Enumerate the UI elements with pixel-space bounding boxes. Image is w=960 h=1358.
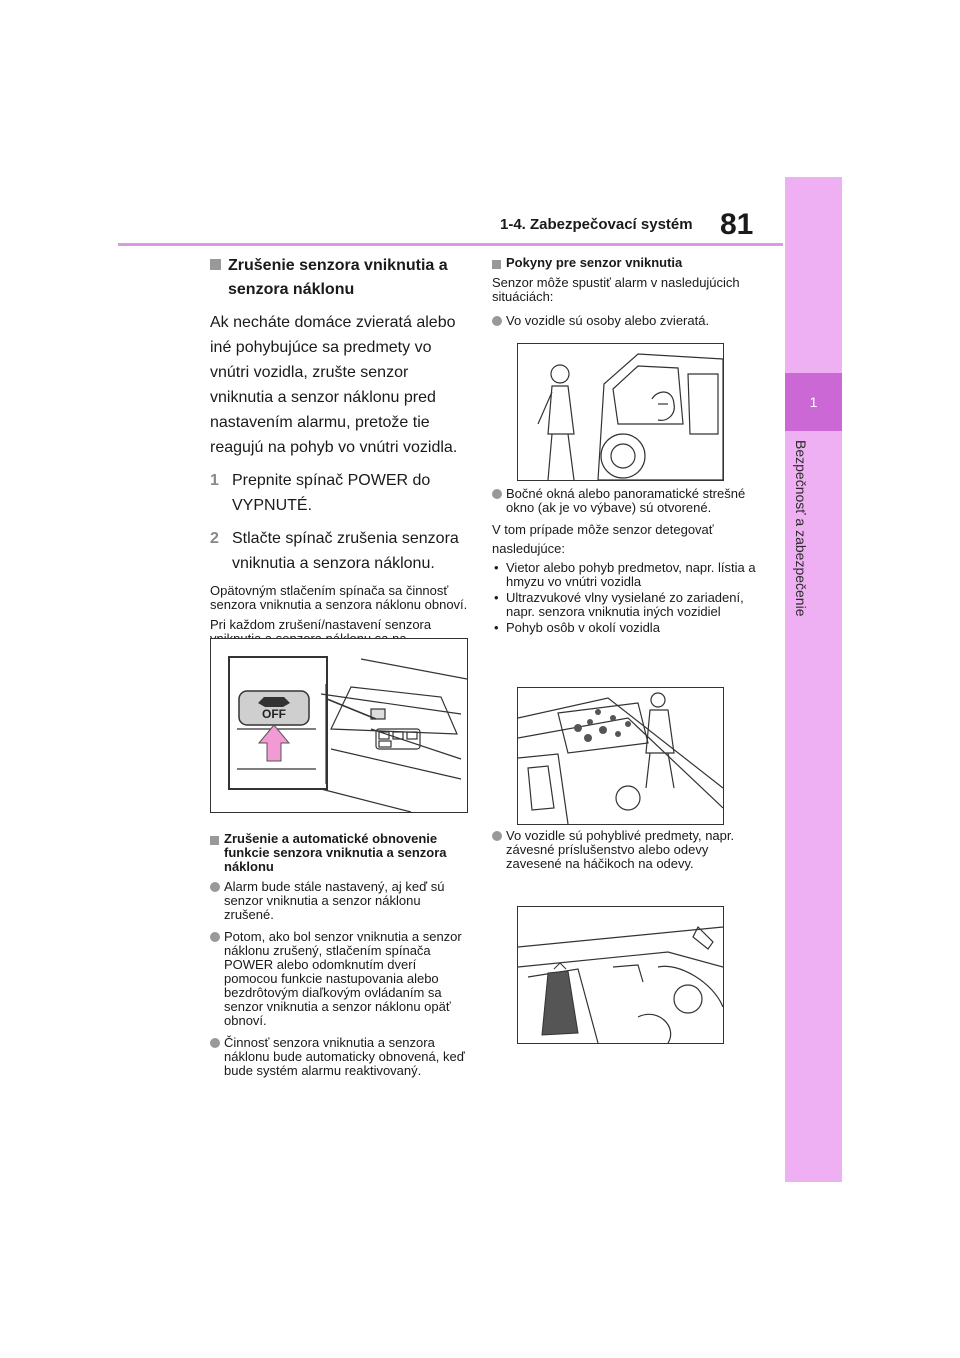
hanging-clothes-illustration [518, 907, 723, 1043]
bullet-restore-methods: Potom, ako bol senzor vniknutia a senzor náklonu zrušený, stlačením spínača POWER alebo odomknutím dverí pomocou funkcie nastupovania alebo bezdrôtovým diaľkovým ovládaním sa senzor vniknutia a senzor náklonu opäť obnoví. [210, 930, 472, 1028]
section-title: 1-4. Zabezpečovací systém [500, 216, 693, 233]
square-bullet-icon [492, 260, 501, 269]
header-rule [118, 243, 783, 246]
detect-para-2: nasledujúce: [492, 541, 565, 556]
note-message: Pri každom zrušení/nastavení senzora [210, 617, 432, 632]
round-bullet-icon [492, 489, 502, 499]
left-column-lower [210, 832, 472, 1086]
intro-paragraph: Ak necháte domáce zvieratá alebo iné pohybujúce sa predmety vo vnútri vozidla, zrušte senzor vniknutia a senzor náklonu pred nastavením alarmu, pretože tie reagujú na pohyb vo vnútri vozidla. [210, 314, 458, 456]
step-2: 2 Stlačte spínač zrušenia senzora vniknutia a senzora náklonu. [210, 530, 459, 572]
bullet-alarm-set: Alarm bude stále nastavený, aj keď sú senzor vniknutia a senzor náklonu zrušené. [210, 880, 472, 922]
bullet-windows-open: Bočné okná alebo panoramatické strešné okno (ak je vo výbave) sú otvorené. [492, 487, 757, 515]
heading-cancel-sensors: Zrušenie senzora vniknutia a senzora náklonu [210, 254, 470, 302]
round-bullet-icon [492, 831, 502, 841]
round-bullet-icon [210, 1038, 220, 1048]
round-bullet-icon [492, 316, 502, 326]
subitem-wind: • Vietor alebo pohyb predmetov, napr. lístia a hmyzu vo vnútri vozidla [492, 561, 757, 589]
detect-para-1: V tom prípade môže senzor detegovať [492, 522, 714, 537]
step-1: 1 Prepnite spínač POWER do VYPNUTÉ. [210, 472, 431, 514]
square-bullet-icon [210, 836, 219, 845]
round-bullet-icon [210, 882, 220, 892]
page-number: 81 [720, 208, 754, 241]
off-label: OFF [262, 707, 286, 721]
right-column [492, 256, 757, 336]
note-restore: Opätovným stlačením spínača sa činnosť senzora vniknutia a senzora náklonu obnoví. [210, 583, 468, 612]
bullet-moving-objects: Vo vozidle sú pohyblivé predmety, napr. závesné príslušenstvo alebo odevy zavesené na háčikoch na odevy. [492, 829, 757, 871]
heading-auto-restore: Zrušenie a automatické obnovenie funkcie senzora vniknutia a senzora náklonu [210, 832, 472, 874]
figure-cancel-switch [210, 638, 468, 813]
chapter-number: 1 [785, 373, 842, 431]
heading-sensor-notes: Pokyny pre senzor vniknutia [492, 256, 757, 270]
right-column-lower [492, 829, 757, 879]
cancel-switch-illustration [211, 639, 467, 812]
right-column-middle [492, 487, 757, 637]
figure-sunroof-leaves [517, 687, 724, 825]
figure-hanging-clothes [517, 906, 724, 1044]
square-bullet-icon [210, 259, 221, 270]
sensor-intro: Senzor môže spustiť alarm v nasledujúcich situáciách: [492, 275, 740, 304]
sunroof-leaves-illustration [518, 688, 723, 824]
bullet-persons-animals: Vo vozidle sú osoby alebo zvieratá. [492, 314, 757, 328]
left-column [210, 254, 470, 666]
bullet-auto-restore: Činnosť senzora vniknutia a senzora náklonu bude automaticky obnovená, keď bude systém alarmu reaktivovaný. [210, 1036, 472, 1078]
chapter-title: Bezpečnosť a zabezpečenie [793, 440, 809, 617]
subitem-ultrasonic: • Ultrazvukové vlny vysielané zo zariadení, napr. senzora vniknutia iných vozidiel [492, 591, 757, 619]
subitem-people: • Pohyb osôb v okolí vozidla [492, 621, 757, 635]
figure-person-dog [517, 343, 724, 481]
person-dog-illustration [518, 344, 723, 480]
round-bullet-icon [210, 932, 220, 942]
